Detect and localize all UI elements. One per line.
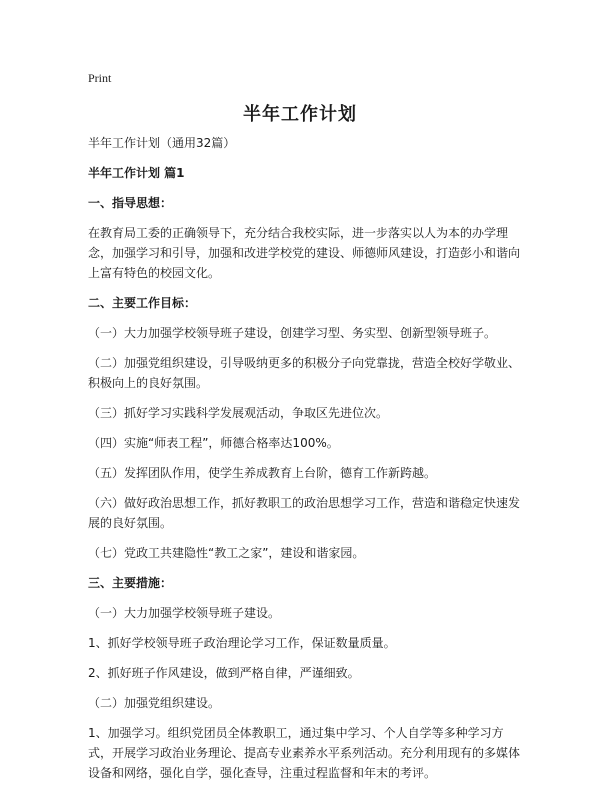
goal-item: （七）党政工共建隐性“教工之家”，建设和谐家园。 <box>88 546 365 560</box>
document-title: 半年工作计划 <box>243 104 357 125</box>
goal-item: （六）做好政治思想工作，抓好教职工的政治思想学习工作，营造和谐稳定快速发展的良好氛围。 <box>88 496 521 530</box>
measure-item: 1、抓好学校领导班子政治理论学习工作，保证数量质量。 <box>88 636 396 650</box>
measure-item: 1、加强学习。组织党团员全体教职工，通过集中学习、个人自学等多种学习方式，开展学习政治业务理论、提高专业素养水平系列活动。充分利用现有的多媒体设备和网络，强化自学，强化查导，注重过程监督和年末的考评。 <box>88 726 521 780</box>
section-heading: 半年工作计划 篇1 <box>88 166 185 180</box>
goal-item: （二）加强党组织建设，引导吸纳更多的积极分子向党靠拢，营造全校好学敬业、积极向上的良好氛围。 <box>88 356 521 390</box>
measure-item: （一）大力加强学校领导班子建设。 <box>88 606 281 620</box>
goal-item: （四）实施“师表工程”，师德合格率达100%。 <box>88 436 339 450</box>
document-body <box>88 133 520 793</box>
heading-guiding-thought: 一、指导思想： <box>88 196 173 210</box>
measure-item: 2、抓好班子作风建设，做到严格自律，严谨细致。 <box>88 666 360 680</box>
subtitle: 半年工作计划（通用32篇） <box>88 136 236 150</box>
goal-item: （五）发挥团队作用，使学生养成教育上台阶，德育工作新跨越。 <box>88 466 437 480</box>
goal-item: （三）抓好学习实践科学发展观活动，争取区先进位次。 <box>88 406 389 420</box>
heading-main-measures: 三、主要措施： <box>88 576 173 590</box>
measure-item: （二）加强党组织建设。 <box>88 696 221 710</box>
goal-item: （一）大力加强学校领导班子建设，创建学习型、务实型、创新型领导班子。 <box>88 326 497 340</box>
print-label[interactable]: Print <box>88 71 112 85</box>
heading-main-goals: 二、主要工作目标： <box>88 296 197 310</box>
paragraph: 在教育局工委的正确领导下，充分结合我校实际，进一步落实以人为本的办学理念，加强学习和引导，加强和改进学校党的建设、师德师风建设，打造彭小和谐向上富有特色的校园文化。 <box>88 226 521 280</box>
